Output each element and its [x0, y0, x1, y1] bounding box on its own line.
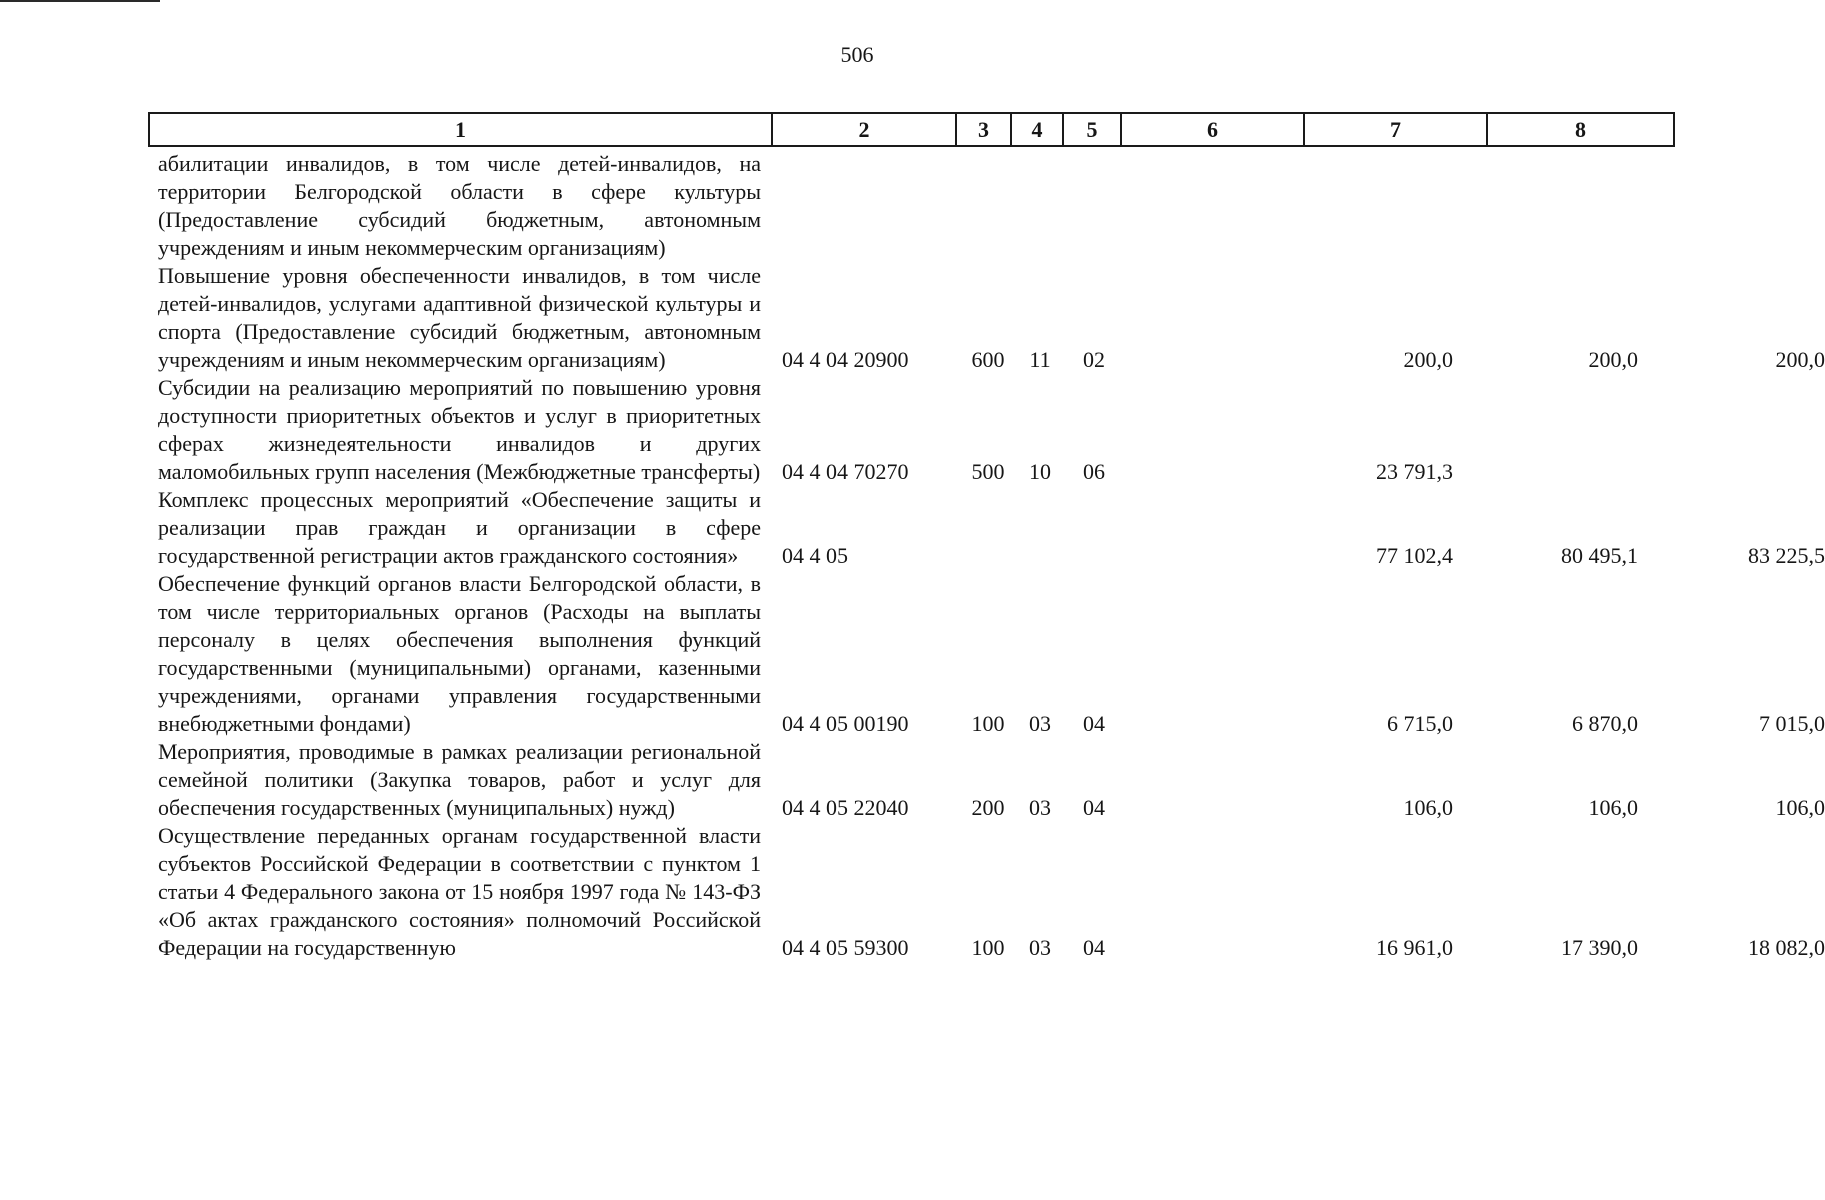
table-row — [158, 738, 1825, 822]
row-col-7: 6 870,0 — [1572, 711, 1638, 736]
row-values — [158, 794, 1825, 822]
table-row — [158, 262, 1825, 374]
row-description: Комплекс процессных мероприятий «Обеспечение защиты и реализации прав граждан и организации в сфере государственной регистрации актов гражданского состояния» — [158, 487, 761, 568]
row-col-5: 04 — [1083, 711, 1105, 736]
row-values — [158, 346, 1825, 374]
row-description: Субсидии на реализацию мероприятий по повышению уровня доступности приоритетных объектов и услуг в приоритетных сферах жизнедеятельности инвалидов и других маломобильных групп населения (Межбюджетные трансферты) — [158, 375, 761, 484]
row-col-3: 100 — [971, 935, 1005, 960]
header-col-6: 6 — [1122, 114, 1305, 145]
header-col-8: 8 — [1575, 117, 1586, 142]
row-col-5: 04 — [1083, 935, 1105, 960]
row-col-3: 500 — [971, 459, 1005, 484]
row-col-6: 106,0 — [1403, 795, 1453, 820]
row-col-8: 18 082,0 — [1748, 935, 1825, 960]
header-col-2: 2 — [773, 114, 957, 145]
table-row — [158, 374, 1675, 486]
row-col-5: 06 — [1083, 459, 1105, 484]
row-col-8: 106,0 — [1775, 795, 1825, 820]
row-col-7: 80 495,1 — [1561, 543, 1638, 568]
row-col-6: 6 715,0 — [1387, 711, 1453, 736]
row-col-3: 200 — [971, 795, 1005, 820]
row-description: Мероприятия, проводимые в рамках реализации региональной семейной политики (Закупка товаров, работ и услуг для обеспечения государственных (муниципальных) нужд) — [158, 739, 761, 820]
row-values — [158, 458, 1675, 486]
header-col-5: 5 — [1064, 114, 1122, 145]
row-col-7: 17 390,0 — [1561, 935, 1638, 960]
row-col-6: 77 102,4 — [1376, 543, 1453, 568]
table-header — [148, 112, 1675, 147]
header-col-7: 7 — [1305, 114, 1488, 145]
row-description: Повышение уровня обеспеченности инвалидов, в том числе детей-инвалидов, услугами адаптивной физической культуры и спорта (Предоставление субсидий бюджетным, автономным учреждениям и иным некоммерческим организациям) — [158, 263, 761, 372]
row-values — [158, 710, 1825, 738]
header-col-1: 1 — [150, 114, 773, 145]
row-col-5: 02 — [1083, 347, 1105, 372]
row-col-3: 100 — [971, 711, 1005, 736]
header-col-3: 3 — [957, 114, 1012, 145]
row-col-7: 200,0 — [1588, 347, 1638, 372]
row-col-7: 106,0 — [1588, 795, 1638, 820]
row-col-4: 03 — [1029, 935, 1051, 960]
row-description: Обеспечение функций органов власти Белгородской области, в том числе территориальных органов (Расходы на выплаты персоналу в целях обеспечения выполнения функций государственными (муниципальными) органами, казенными учреждениями, органами управления государственными внебюджетными фондами) — [158, 571, 761, 736]
row-description: абилитации инвалидов, в том числе детей-инвалидов, на территории Белгородской области в сфере культуры (Предоставление субсидий бюджетным, автономным учреждениям и иным некоммерческим организациям) — [158, 151, 761, 260]
header-col-4: 4 — [1012, 114, 1064, 145]
row-values — [158, 934, 1825, 962]
row-col-8: 200,0 — [1775, 347, 1825, 372]
scan-edge-mark — [0, 0, 160, 2]
row-col-4: 11 — [1029, 347, 1051, 372]
row-col-8: 83 225,5 — [1748, 543, 1825, 568]
table-row — [158, 150, 1675, 262]
row-col-6: 200,0 — [1403, 347, 1453, 372]
row-col-4: 03 — [1029, 711, 1051, 736]
row-values — [158, 234, 1675, 262]
row-col-8: 7 015,0 — [1759, 711, 1825, 736]
row-code: 04 4 05 00190 — [782, 711, 909, 736]
table-row — [158, 822, 1825, 962]
row-code: 04 4 05 22040 — [782, 795, 909, 820]
row-values — [158, 542, 1825, 570]
row-col-5: 04 — [1083, 795, 1105, 820]
row-code: 04 4 05 — [782, 543, 848, 568]
row-col-6: 16 961,0 — [1376, 935, 1453, 960]
table-row — [158, 486, 1825, 570]
row-code: 04 4 04 20900 — [782, 347, 909, 372]
row-col-4: 03 — [1029, 795, 1051, 820]
row-code: 04 4 04 70270 — [782, 459, 909, 484]
table-row — [158, 570, 1825, 738]
page-number: 506 — [840, 42, 874, 67]
row-code: 04 4 05 59300 — [782, 935, 909, 960]
row-col-6: 23 791,3 — [1376, 459, 1453, 484]
row-description: Осуществление переданных органам государственной власти субъектов Российской Федерации в соответствии с пунктом 1 статьи 4 Федерального закона от 15 ноября 1997 года № 143-ФЗ «Об актах гражданского состояния» полномочий Российской Федерации на государственную — [158, 823, 761, 960]
row-col-4: 10 — [1029, 459, 1051, 484]
table-body — [158, 150, 1825, 962]
row-col-3: 600 — [971, 347, 1005, 372]
